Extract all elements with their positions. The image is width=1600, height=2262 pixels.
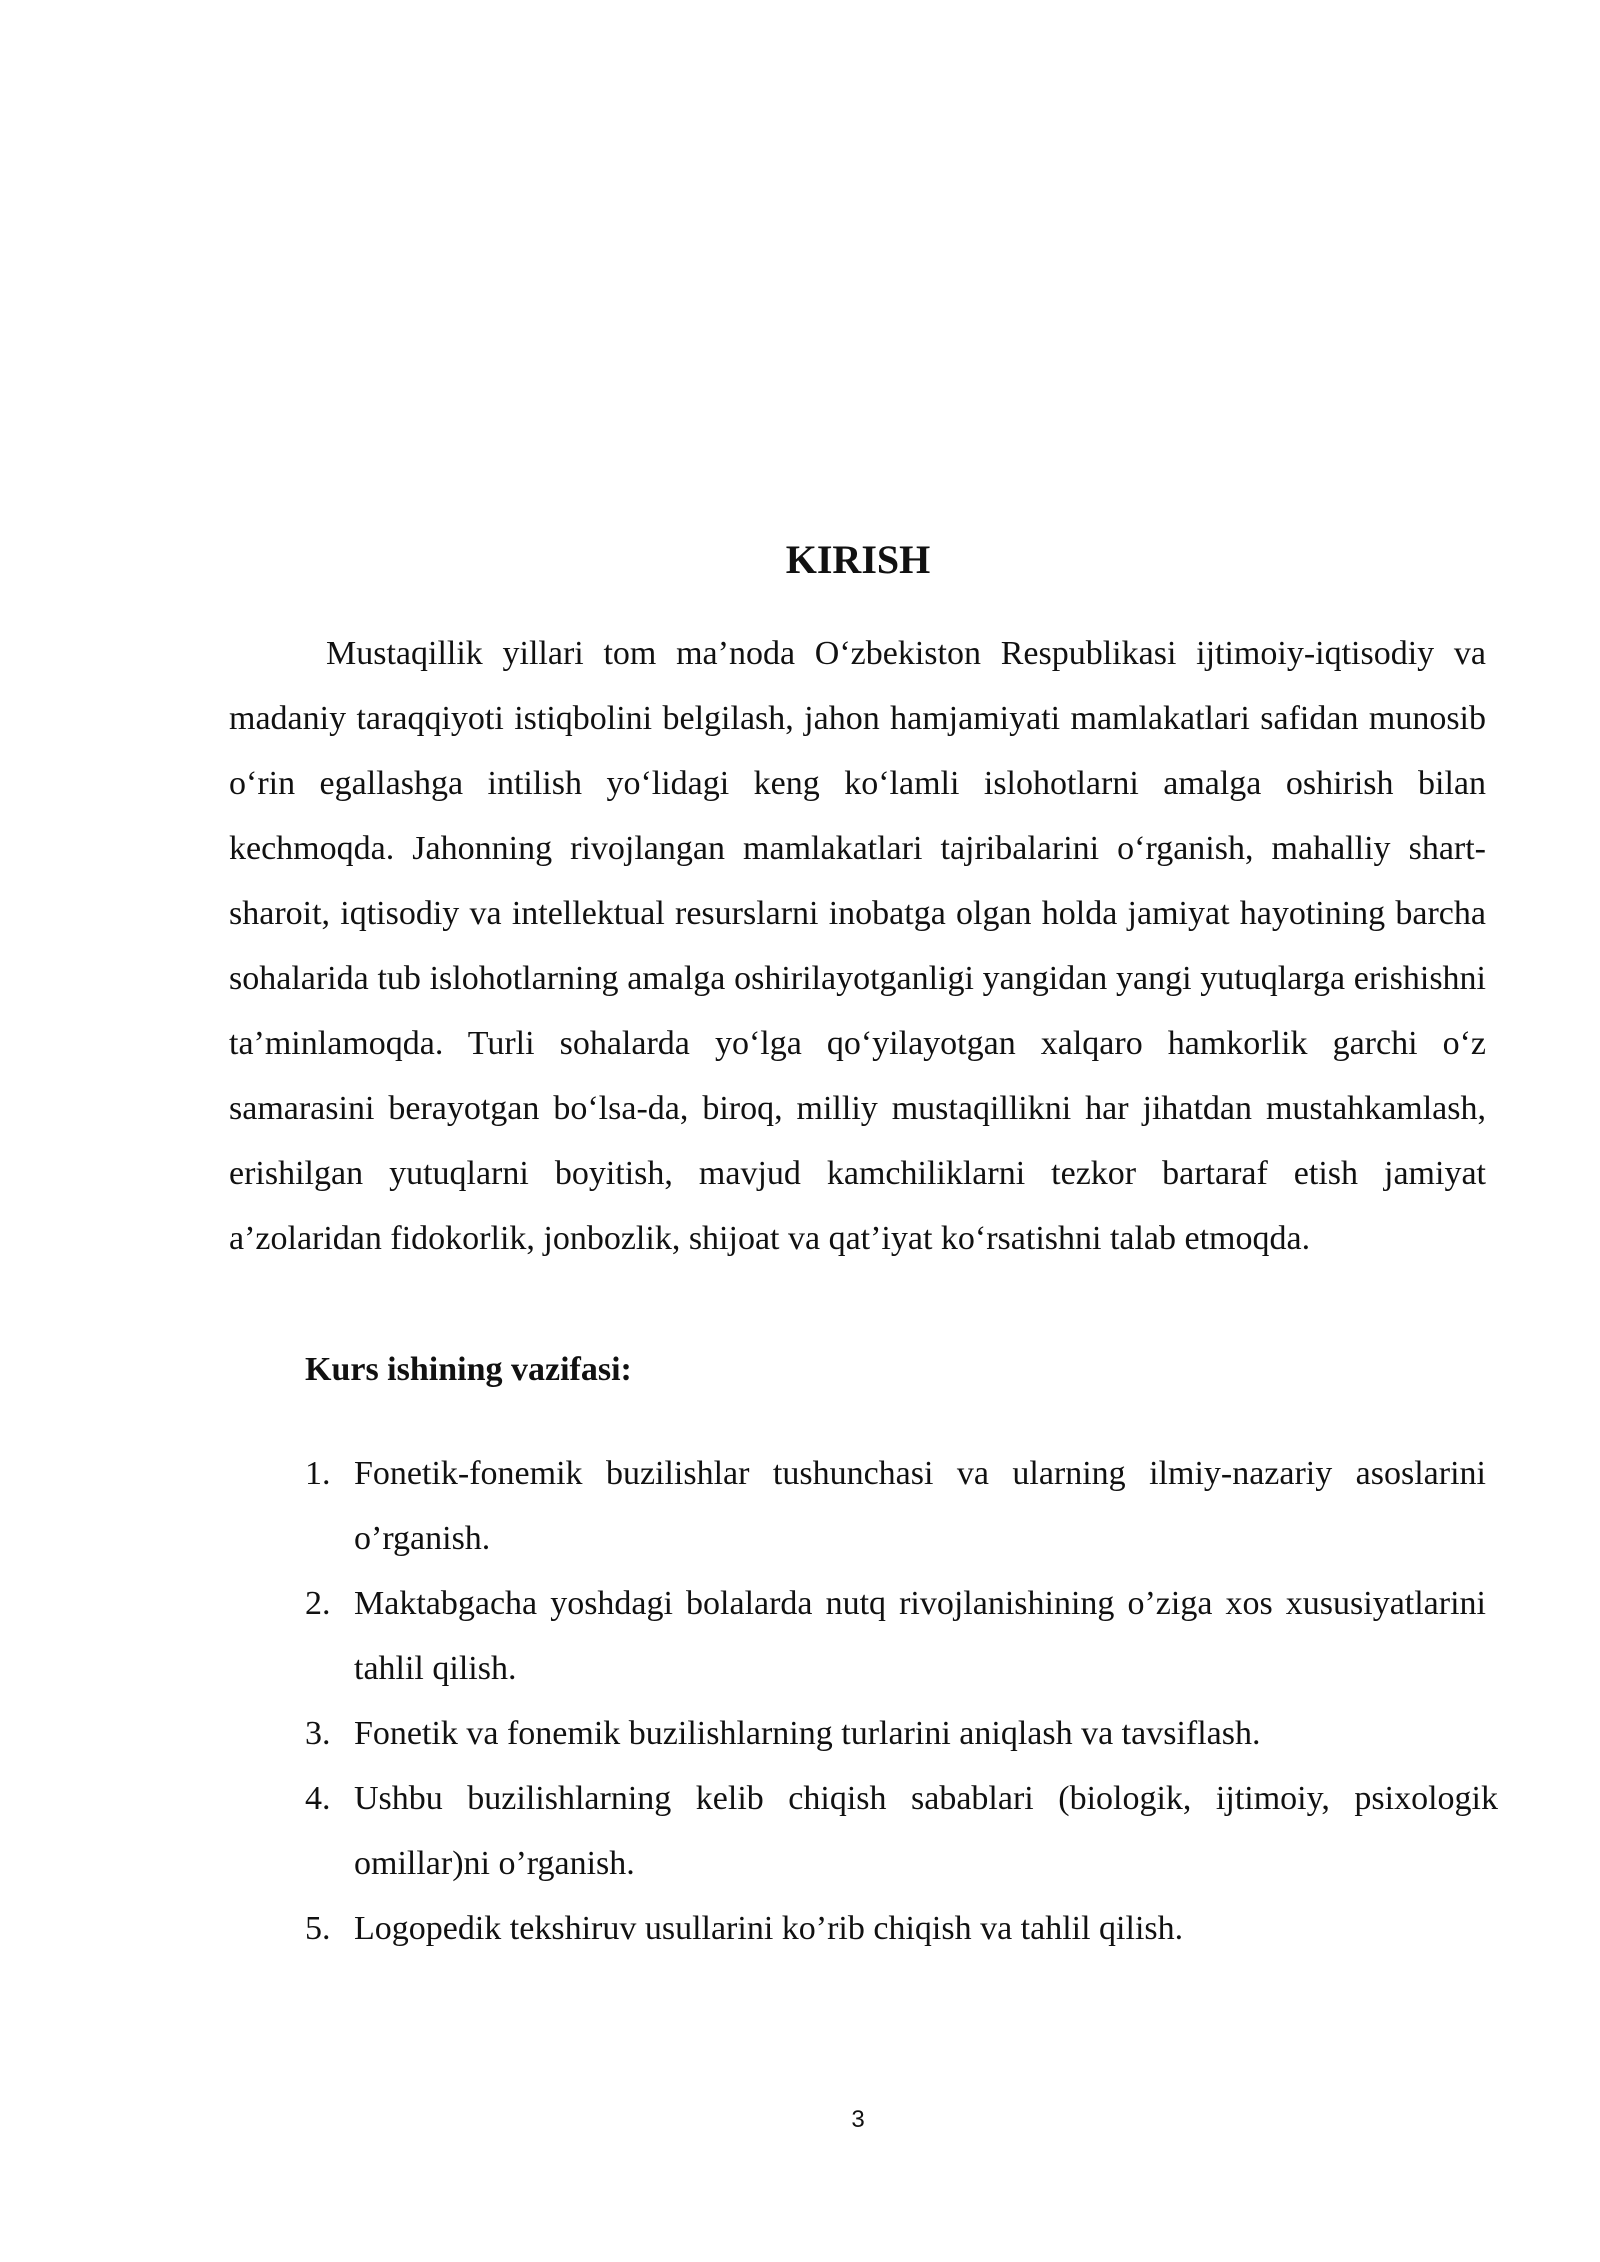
list-item-text: Maktabgacha yoshdagi bolalarda nutq rivojlanishining o’ziga xos xususiyatlarini tahlil qilish. <box>354 1585 1486 1687</box>
list-item <box>305 1441 1486 1571</box>
intro-paragraph: Mustaqillik yillari tom ma’noda O‘zbekiston Respublikasi ijtimoiy-iqtisodiy va madaniy taraqqiyoti istiqbolini belgilash, jahon hamjamiyati mamlakatlari safidan munosib o‘rin egallashga intilish yo‘lidagi keng ko‘lamli islohotlarni amalga oshirish bilan kechmoqda. Jahonning rivojlangan mamlakatlari tajribalarini o‘rganish, mahalliy shart-sharoit, iqtisodiy va intellektual resurslarni inobatga olgan holda jamiyat hayotining barcha sohalarida tub islohotlarning amalga oshirilayotganligi yangidan yangi yutuqlarga erishishni ta’minlamoqda. Turli sohalarda yo‘lga qo‘yilayotgan xalqaro hamkorlik garchi o‘z samarasini berayotgan bo‘lsa-da, biroq, milliy mustaqillikni har jihatdan mustahkamlash, erishilgan yutuqlarni boyitish, mavjud kamchiliklarni tezkor bartaraf etish jamiyat a’zolaridan fidokorlik, jonbozlik, shijoat va qat’iyat ko‘rsatishni talab etmoqda. <box>229 635 1486 1257</box>
list-item-text: Fonetik va fonemik buzilishlarning turlarini aniqlash va tavsiflash. <box>354 1715 1261 1752</box>
list-item-number: 5. <box>305 1910 331 1947</box>
list-item-text: Ushbu buzilishlarning kelib chiqish sabablari (biologik, ijtimoiy, psixologik omillar)ni o’rganish. <box>354 1780 1498 1882</box>
list-item-text: Logopedik tekshiruv usullarini ko’rib chiqish va tahlil qilish. <box>354 1910 1184 1947</box>
list-item <box>305 1571 1486 1701</box>
list-item <box>305 1701 1486 1766</box>
list-item <box>305 1766 1498 1896</box>
page-number: 3 <box>851 2106 865 2133</box>
list-item-text: Fonetik-fonemik buzilishlar tushunchasi va ularning ilmiy-nazariy asoslarini o’rganish. <box>354 1455 1486 1557</box>
list-item-number: 2. <box>305 1585 331 1622</box>
list-item <box>305 1896 1486 1961</box>
page-title: KIRISH <box>785 537 931 582</box>
list-item-number: 3. <box>305 1715 331 1752</box>
tasks-heading: Kurs ishining vazifasi: <box>305 1351 632 1388</box>
list-item-number: 4. <box>305 1780 331 1817</box>
tasks-list <box>305 1441 1498 1961</box>
list-item-number: 1. <box>305 1455 331 1492</box>
